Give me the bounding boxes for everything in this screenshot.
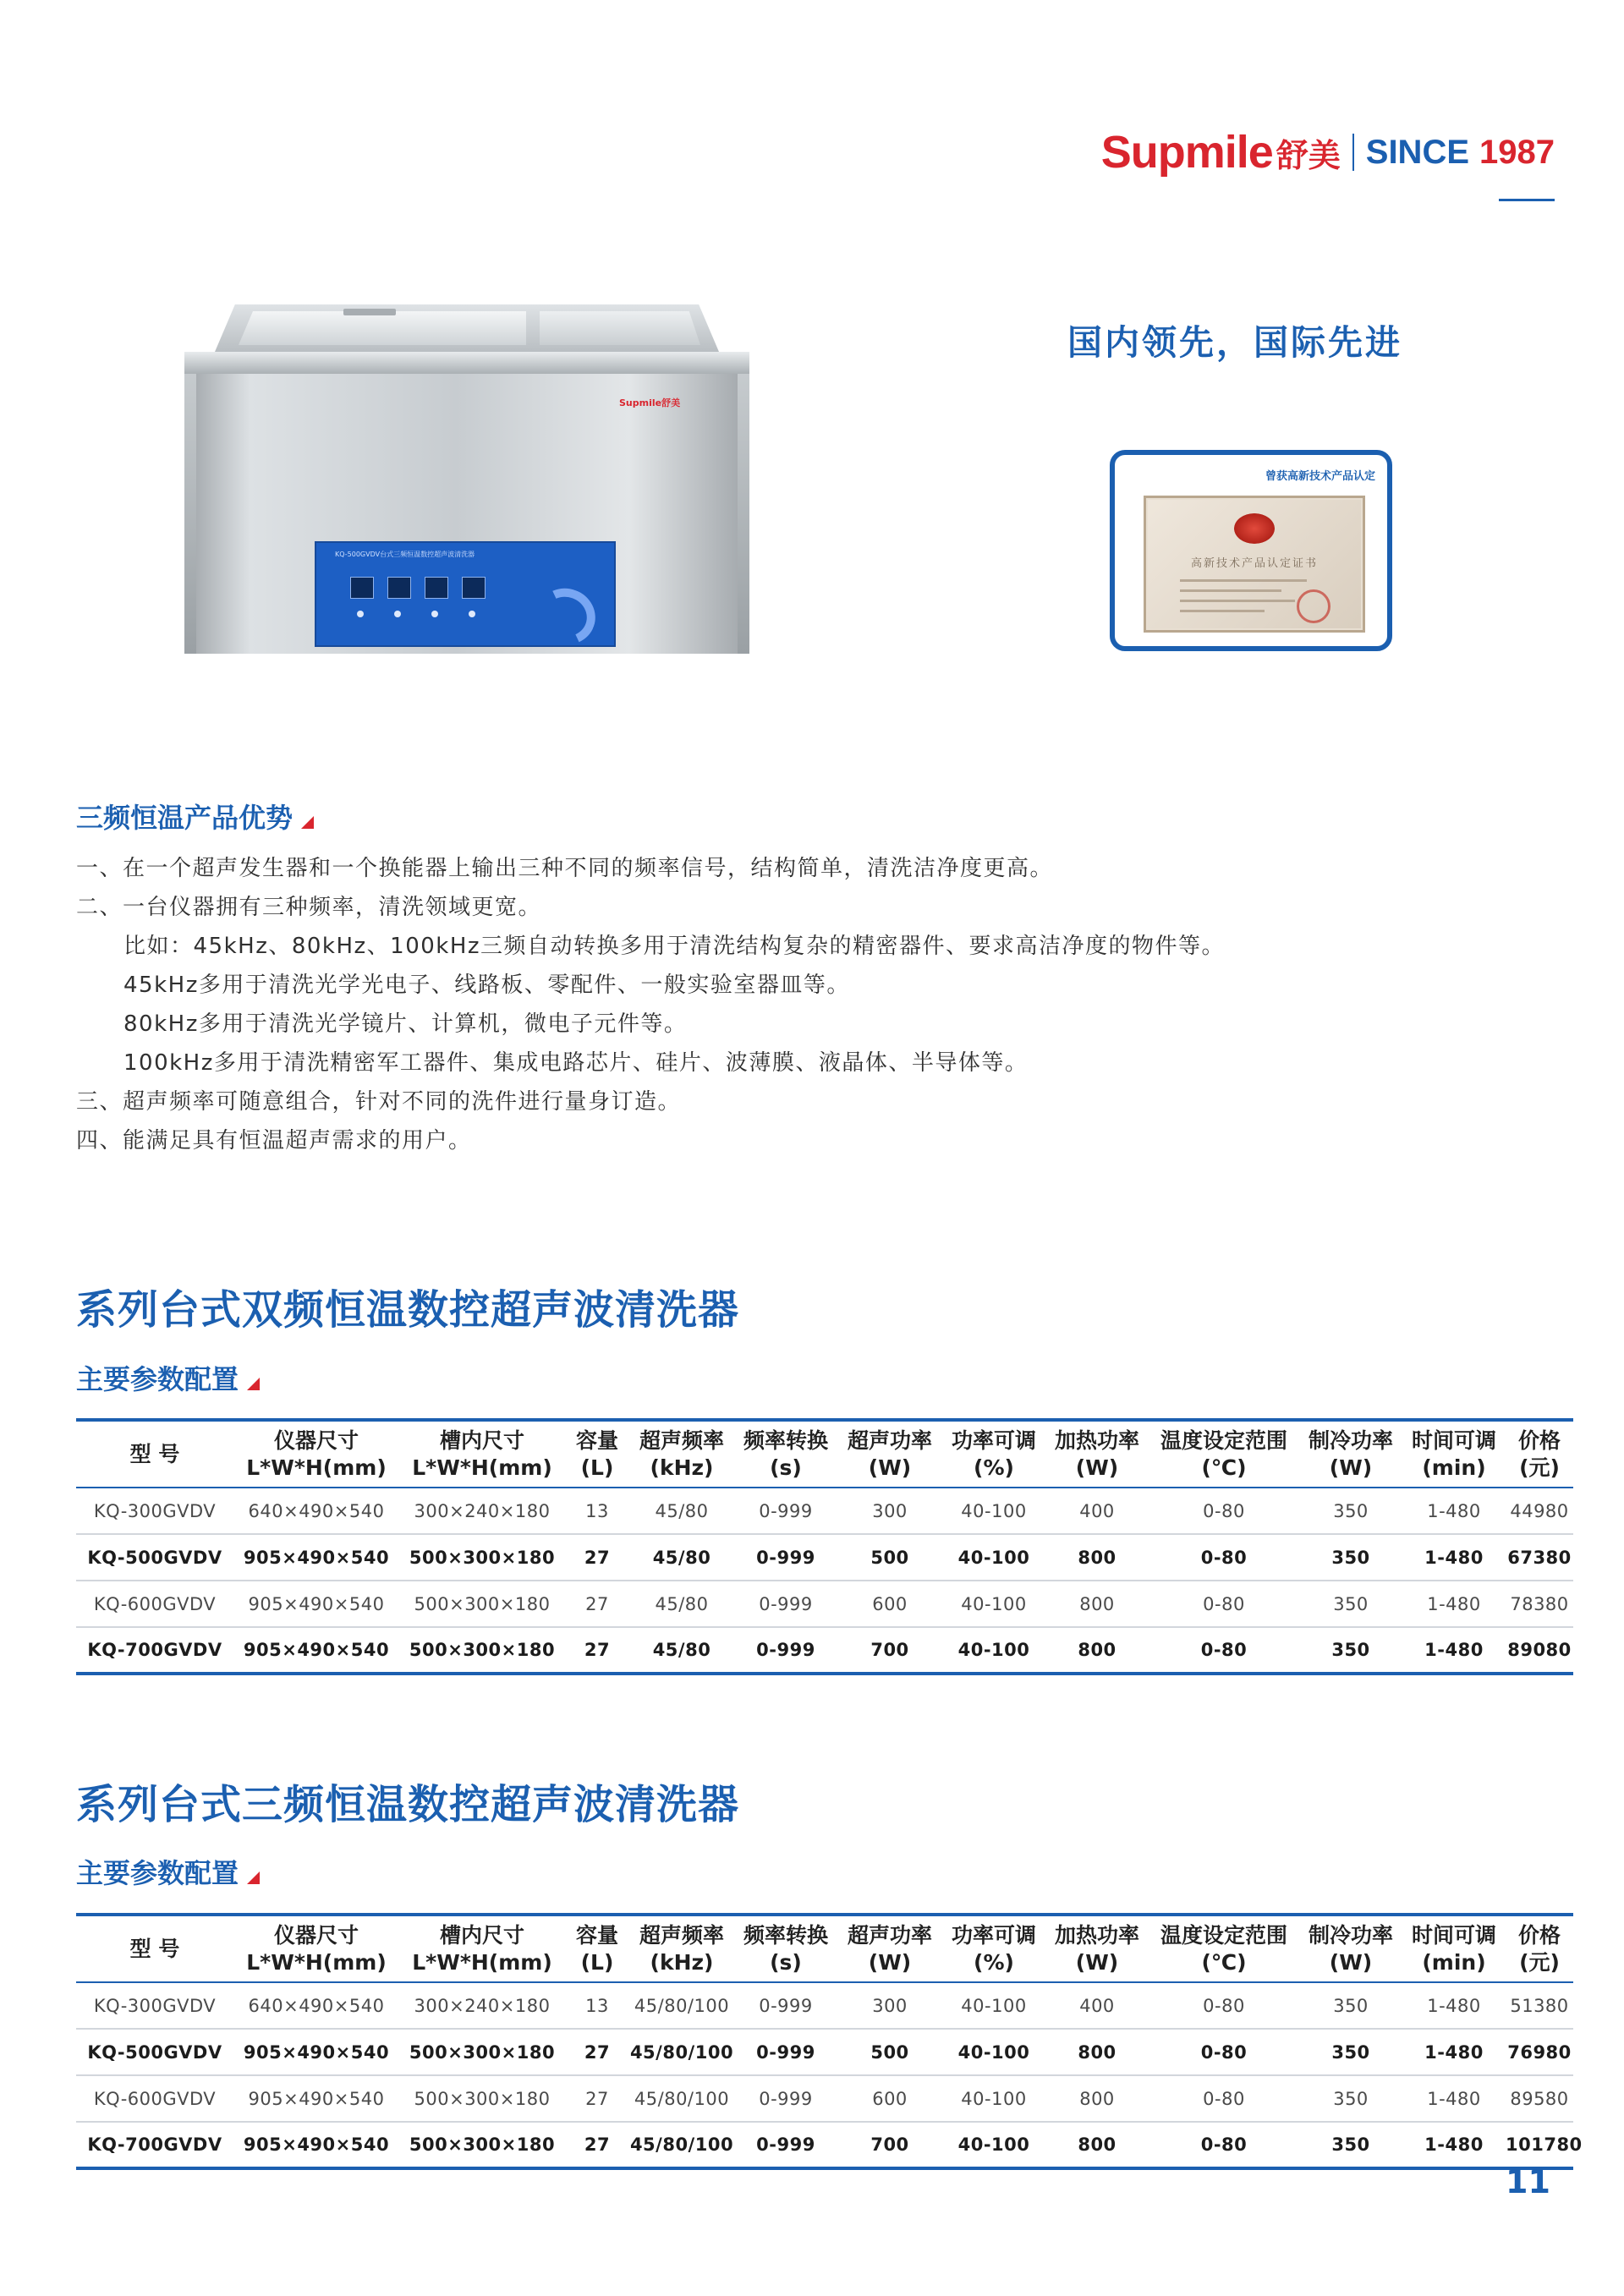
table-cell: 905×490×540 bbox=[233, 2029, 399, 2075]
table-cell: 350 bbox=[1299, 1627, 1402, 1674]
control-panel-label: KQ-500GVDV台式三频恒温数控超声波清洗器 bbox=[335, 551, 475, 558]
machine-handle bbox=[343, 309, 396, 315]
table-cell: 40-100 bbox=[942, 2029, 1045, 2075]
column-header-unit: (min) bbox=[1422, 1949, 1486, 1975]
table-cell: 800 bbox=[1045, 2075, 1149, 2122]
column-header-label: 型 号 bbox=[129, 1441, 180, 1466]
table-cell: 500×300×180 bbox=[399, 2029, 565, 2075]
table-cell: KQ-700GVDV bbox=[76, 1627, 233, 1674]
control-panel bbox=[315, 541, 616, 647]
advantage-line: 100kHz多用于清洗精密军工器件、集成电路芯片、硅片、波薄膜、液晶体、半导体等。 bbox=[123, 1050, 1029, 1076]
panel-button bbox=[394, 611, 401, 617]
triple-series-title: 系列台式三频恒温数控超声波清洗器 bbox=[76, 1781, 740, 1828]
column-header-label: 温度设定范围 bbox=[1160, 1427, 1287, 1453]
table-cell: 67380 bbox=[1506, 1534, 1573, 1581]
column-header-label: 容量 bbox=[575, 1427, 618, 1453]
column-header-unit: (元) bbox=[1519, 1949, 1560, 1975]
table-cell: 1-480 bbox=[1402, 2122, 1506, 2168]
table-cell: KQ-600GVDV bbox=[76, 1581, 233, 1627]
table-cell: 13 bbox=[565, 1488, 629, 1534]
table-cell: 350 bbox=[1299, 1534, 1402, 1581]
table-cell: 13 bbox=[565, 1982, 629, 2029]
table-cell: 101780 bbox=[1506, 2122, 1573, 2168]
table-row bbox=[76, 2029, 1573, 2075]
table-cell: 45/80/100 bbox=[629, 1982, 734, 2029]
column-header bbox=[1506, 1420, 1573, 1488]
table-cell: 300 bbox=[837, 1982, 942, 2029]
advantage-line: 80kHz多用于清洗光学镜片、计算机，微电子元件等。 bbox=[123, 1011, 688, 1037]
table-cell: 0-80 bbox=[1149, 2122, 1299, 2168]
column-header-label: 加热功率 bbox=[1054, 1922, 1139, 1948]
column-header bbox=[1149, 1420, 1299, 1488]
table-cell: 27 bbox=[565, 2029, 629, 2075]
triple-config-heading-text: 主要参数配置 bbox=[76, 1857, 239, 1889]
column-header-label: 温度设定范围 bbox=[1160, 1922, 1287, 1948]
certificate-paper bbox=[1144, 496, 1365, 633]
table-cell: 0-80 bbox=[1149, 1627, 1299, 1674]
brand-logo bbox=[1101, 127, 1555, 178]
table-cell: 500×300×180 bbox=[399, 1581, 565, 1627]
table-cell: KQ-700GVDV bbox=[76, 2122, 233, 2168]
table-cell: 600 bbox=[837, 1581, 942, 1627]
column-header-label: 容量 bbox=[575, 1922, 618, 1948]
dual-config-heading-text: 主要参数配置 bbox=[76, 1363, 239, 1395]
column-header-unit: (L) bbox=[580, 1949, 614, 1975]
table-body bbox=[76, 1982, 1583, 2168]
table-cell: 905×490×540 bbox=[233, 1581, 399, 1627]
table-cell: 27 bbox=[565, 1627, 629, 1674]
column-header-unit: (℃) bbox=[1201, 1949, 1247, 1975]
column-header-unit: L*W*H(mm) bbox=[412, 1949, 552, 1975]
table-cell: 500×300×180 bbox=[399, 2075, 565, 2122]
column-header bbox=[565, 1915, 629, 1982]
table-cell: 78380 bbox=[1506, 1581, 1573, 1627]
column-header-unit: (%) bbox=[974, 1455, 1014, 1480]
column-header bbox=[629, 1420, 734, 1488]
dual-series-title: 系列台式双频恒温数控超声波清洗器 bbox=[76, 1286, 740, 1334]
machine-lid-left bbox=[239, 311, 526, 345]
table-cell: 700 bbox=[837, 1627, 942, 1674]
dual-spec-table bbox=[76, 1418, 1573, 1675]
table-cell: 350 bbox=[1299, 1488, 1402, 1534]
brand-name-cn: 舒美 bbox=[1276, 136, 1341, 174]
column-header-label: 功率可调 bbox=[951, 1922, 1036, 1948]
advantages-list bbox=[76, 849, 1225, 1160]
panel-display bbox=[462, 577, 486, 599]
column-header bbox=[837, 1915, 942, 1982]
column-header bbox=[399, 1915, 565, 1982]
table-cell: 500 bbox=[837, 2029, 942, 2075]
table-cell: 45/80 bbox=[629, 1488, 734, 1534]
table-cell: 45/80 bbox=[629, 1581, 734, 1627]
table-cell: 89580 bbox=[1506, 2075, 1573, 2122]
table-cell: 350 bbox=[1299, 2029, 1402, 2075]
table-cell: 500 bbox=[837, 1534, 942, 1581]
table-cell: KQ-300GVDV bbox=[76, 1488, 233, 1534]
column-header-label: 时间可调 bbox=[1411, 1427, 1496, 1453]
certificate-caption: 曾获高新技术产品认定 bbox=[1265, 470, 1375, 483]
table-cell: 44980 bbox=[1506, 1488, 1573, 1534]
advantages-heading-text: 三频恒温产品优势 bbox=[76, 802, 294, 834]
triple-config-heading bbox=[76, 1852, 260, 1891]
table-row bbox=[76, 1982, 1573, 2029]
table-cell: KQ-500GVDV bbox=[76, 2029, 233, 2075]
column-header-label: 超声功率 bbox=[847, 1427, 932, 1453]
table-cell: 27 bbox=[565, 1534, 629, 1581]
column-header-label: 仪器尺寸 bbox=[273, 1427, 359, 1453]
table-cell: 300×240×180 bbox=[399, 1982, 565, 2029]
table-body bbox=[76, 1488, 1573, 1674]
table-cell: 0-80 bbox=[1149, 2075, 1299, 2122]
table-cell: KQ-300GVDV bbox=[76, 1982, 233, 2029]
table-cell: 350 bbox=[1299, 1581, 1402, 1627]
column-header-unit: (元) bbox=[1519, 1455, 1560, 1480]
triple-spec-table bbox=[76, 1913, 1583, 2170]
table-cell: 600 bbox=[837, 2075, 942, 2122]
table-cell: 27 bbox=[565, 1581, 629, 1627]
certificate-image bbox=[1110, 450, 1392, 651]
advantages-heading bbox=[76, 797, 314, 836]
page-number: 11 bbox=[1506, 2163, 1550, 2200]
table-cell: 905×490×540 bbox=[233, 1534, 399, 1581]
column-header-label: 超声频率 bbox=[639, 1922, 724, 1948]
table-cell: 0-80 bbox=[1149, 2029, 1299, 2075]
table-cell: 27 bbox=[565, 2122, 629, 2168]
triangle-marker-icon bbox=[247, 1871, 260, 1884]
column-header-unit: (W) bbox=[868, 1949, 912, 1975]
table-cell: 51380 bbox=[1506, 1982, 1573, 2029]
machine-logo: Supmile舒美 bbox=[619, 397, 681, 408]
column-header bbox=[1045, 1915, 1149, 1982]
column-header-unit: (s) bbox=[770, 1949, 802, 1975]
table-cell: 0-999 bbox=[734, 2029, 837, 2075]
column-header-unit: (s) bbox=[770, 1455, 802, 1480]
table-cell: 500×300×180 bbox=[399, 1534, 565, 1581]
table-cell: 45/80 bbox=[629, 1627, 734, 1674]
certificate-text-line bbox=[1180, 579, 1307, 582]
table-cell: 40-100 bbox=[942, 1488, 1045, 1534]
table-cell: 45/80/100 bbox=[629, 2029, 734, 2075]
table-cell: 40-100 bbox=[942, 1982, 1045, 2029]
table-cell: 40-100 bbox=[942, 2075, 1045, 2122]
column-header-label: 频率转换 bbox=[743, 1427, 828, 1453]
table-cell: 0-999 bbox=[734, 1627, 837, 1674]
column-header-unit: L*W*H(mm) bbox=[246, 1949, 387, 1975]
column-header-unit: (W) bbox=[868, 1455, 912, 1480]
table-cell: 0-999 bbox=[734, 2075, 837, 2122]
column-header-unit: L*W*H(mm) bbox=[412, 1455, 552, 1480]
brand-year: 1987 bbox=[1479, 133, 1555, 171]
table-cell: 800 bbox=[1045, 1581, 1149, 1627]
table-cell: 300×240×180 bbox=[399, 1488, 565, 1534]
table-cell: 640×490×540 bbox=[233, 1982, 399, 2029]
advantage-line: 三、超声频率可随意组合，针对不同的洗件进行量身订造。 bbox=[76, 1089, 682, 1115]
advantage-line: 比如：45kHz、80kHz、100kHz三频自动转换多用于清洗结构复杂的精密器件、要求高洁净度的物件等。 bbox=[123, 934, 1226, 959]
table-row bbox=[76, 2075, 1573, 2122]
panel-button bbox=[431, 611, 438, 617]
column-header bbox=[565, 1420, 629, 1488]
table-cell: 40-100 bbox=[942, 1581, 1045, 1627]
table-cell: 1-480 bbox=[1402, 1581, 1506, 1627]
column-header bbox=[1402, 1915, 1506, 1982]
table-row bbox=[76, 1534, 1573, 1581]
table-cell: 400 bbox=[1045, 1488, 1149, 1534]
panel-button bbox=[469, 611, 475, 617]
table-cell: 0-999 bbox=[734, 1534, 837, 1581]
table-row bbox=[76, 1581, 1573, 1627]
panel-display bbox=[387, 577, 411, 599]
column-header-label: 制冷功率 bbox=[1308, 1922, 1393, 1948]
table-cell: 640×490×540 bbox=[233, 1488, 399, 1534]
table-cell: 1-480 bbox=[1402, 2075, 1506, 2122]
column-header-unit: (W) bbox=[1329, 1455, 1373, 1480]
table-cell: 0-80 bbox=[1149, 1581, 1299, 1627]
column-header bbox=[233, 1915, 399, 1982]
column-header bbox=[233, 1420, 399, 1488]
column-header-unit: (kHz) bbox=[650, 1949, 714, 1975]
table-cell: 45/80/100 bbox=[629, 2122, 734, 2168]
panel-display bbox=[425, 577, 448, 599]
table-cell: 350 bbox=[1299, 1982, 1402, 2029]
table-cell: 27 bbox=[565, 2075, 629, 2122]
table-cell: 40-100 bbox=[942, 1627, 1045, 1674]
table-cell: 1-480 bbox=[1402, 1534, 1506, 1581]
table-cell: 0-999 bbox=[734, 2122, 837, 2168]
brand-since: SINCE bbox=[1365, 133, 1470, 171]
table-cell: 800 bbox=[1045, 1534, 1149, 1581]
column-header-label: 时间可调 bbox=[1411, 1922, 1496, 1948]
column-header bbox=[837, 1420, 942, 1488]
column-header-unit: (W) bbox=[1075, 1455, 1119, 1480]
column-header-unit: (L) bbox=[580, 1455, 614, 1480]
table-cell: 45/80 bbox=[629, 1534, 734, 1581]
table-cell: 1-480 bbox=[1402, 1627, 1506, 1674]
table-cell: 800 bbox=[1045, 1627, 1149, 1674]
table-row bbox=[76, 1627, 1573, 1674]
brand-name: Supmile bbox=[1100, 127, 1273, 178]
column-header-label: 超声功率 bbox=[847, 1922, 932, 1948]
certificate-text-line bbox=[1180, 600, 1295, 602]
machine-lid-right bbox=[540, 311, 700, 345]
table-cell: 76980 bbox=[1506, 2029, 1573, 2075]
column-header bbox=[76, 1915, 233, 1982]
column-header-label: 槽内尺寸 bbox=[439, 1922, 524, 1948]
table-cell: 40-100 bbox=[942, 2122, 1045, 2168]
advantage-line: 一、在一个超声发生器和一个换能器上输出三种不同的频率信号，结构简单，清洗洁净度更高。 bbox=[76, 856, 1054, 881]
column-header bbox=[734, 1420, 837, 1488]
column-header-label: 价格 bbox=[1517, 1922, 1561, 1948]
machine-rim bbox=[184, 352, 749, 374]
table-cell: 500×300×180 bbox=[399, 2122, 565, 2168]
table-cell: 905×490×540 bbox=[233, 1627, 399, 1674]
table-cell: 0-999 bbox=[734, 1488, 837, 1534]
header-rule bbox=[1499, 199, 1555, 201]
table-cell: KQ-600GVDV bbox=[76, 2075, 233, 2122]
slogan: 国内领先，国际先进 bbox=[1067, 322, 1402, 363]
header-row bbox=[76, 1915, 1573, 1982]
column-header-label: 型 号 bbox=[129, 1936, 180, 1961]
table-cell: 300 bbox=[837, 1488, 942, 1534]
column-header-unit: (℃) bbox=[1201, 1455, 1247, 1480]
column-header-label: 频率转换 bbox=[743, 1922, 828, 1948]
table-cell: 350 bbox=[1299, 2122, 1402, 2168]
certificate-text-line bbox=[1180, 610, 1265, 612]
table-cell: 350 bbox=[1299, 2075, 1402, 2122]
column-header-label: 制冷功率 bbox=[1308, 1427, 1393, 1453]
column-header bbox=[1506, 1915, 1573, 1982]
column-header bbox=[399, 1420, 565, 1488]
column-header bbox=[629, 1915, 734, 1982]
advantage-line: 二、一台仪器拥有三种频率，清洗领域更宽。 bbox=[76, 895, 542, 920]
column-header-label: 超声频率 bbox=[639, 1427, 724, 1453]
table-cell: 89080 bbox=[1506, 1627, 1573, 1674]
column-header-label: 功率可调 bbox=[951, 1427, 1036, 1453]
table-cell: 1-480 bbox=[1402, 1488, 1506, 1534]
column-header bbox=[76, 1420, 233, 1488]
header-row bbox=[76, 1420, 1573, 1488]
dual-config-heading bbox=[76, 1358, 260, 1397]
product-image bbox=[184, 304, 749, 654]
machine-edge-left bbox=[184, 374, 196, 654]
triangle-marker-icon bbox=[247, 1378, 260, 1390]
advantage-line: 45kHz多用于清洗光学光电子、线路板、零配件、一般实验室器皿等。 bbox=[123, 973, 850, 998]
column-header-unit: (min) bbox=[1422, 1455, 1486, 1480]
column-header bbox=[1045, 1420, 1149, 1488]
column-header bbox=[942, 1420, 1045, 1488]
certificate-heading: 高新技术产品认定证书 bbox=[1190, 557, 1318, 570]
column-header-unit: (W) bbox=[1329, 1949, 1373, 1975]
column-header-label: 仪器尺寸 bbox=[273, 1922, 359, 1948]
table-cell: 700 bbox=[837, 2122, 942, 2168]
table-cell: 0-80 bbox=[1149, 1534, 1299, 1581]
column-header-unit: (kHz) bbox=[650, 1455, 714, 1480]
column-header-unit: (W) bbox=[1075, 1949, 1119, 1975]
column-header-label: 加热功率 bbox=[1054, 1427, 1139, 1453]
panel-button bbox=[357, 611, 364, 617]
column-header-unit: (%) bbox=[974, 1949, 1014, 1975]
column-header-label: 价格 bbox=[1517, 1427, 1561, 1453]
table-cell: 40-100 bbox=[942, 1534, 1045, 1581]
table-cell: 0-80 bbox=[1149, 1488, 1299, 1534]
column-header-unit: L*W*H(mm) bbox=[246, 1455, 387, 1480]
advantage-line: 四、能满足具有恒温超声需求的用户。 bbox=[76, 1128, 472, 1153]
table-header bbox=[76, 1915, 1573, 1982]
table-row bbox=[76, 2122, 1573, 2168]
column-header bbox=[1299, 1420, 1402, 1488]
column-header bbox=[734, 1915, 837, 1982]
panel-display bbox=[350, 577, 374, 599]
table-row bbox=[76, 1488, 1573, 1534]
table-header bbox=[76, 1420, 1573, 1488]
table-cell: 45/80/100 bbox=[629, 2075, 734, 2122]
table-cell: 905×490×540 bbox=[233, 2122, 399, 2168]
table-cell: 0-999 bbox=[734, 1982, 837, 2029]
table-cell: 0-80 bbox=[1149, 1982, 1299, 2029]
table-cell: 400 bbox=[1045, 1982, 1149, 2029]
emblem-icon bbox=[1234, 513, 1275, 544]
column-header-label: 槽内尺寸 bbox=[439, 1427, 524, 1453]
machine-edge-right bbox=[738, 374, 749, 654]
column-header bbox=[1149, 1915, 1299, 1982]
table-cell: 500×300×180 bbox=[399, 1627, 565, 1674]
table-cell: 800 bbox=[1045, 2122, 1149, 2168]
triangle-marker-icon bbox=[301, 816, 314, 829]
table-cell: 1-480 bbox=[1402, 1982, 1506, 2029]
table-cell: 1-480 bbox=[1402, 2029, 1506, 2075]
panel-swoosh bbox=[529, 580, 603, 653]
column-header bbox=[1299, 1915, 1402, 1982]
certificate-text-line bbox=[1180, 589, 1281, 592]
column-header bbox=[942, 1915, 1045, 1982]
column-header bbox=[1402, 1420, 1506, 1488]
seal-icon bbox=[1297, 589, 1330, 623]
table-cell: 905×490×540 bbox=[233, 2075, 399, 2122]
table-cell: KQ-500GVDV bbox=[76, 1534, 233, 1581]
table-cell: 0-999 bbox=[734, 1581, 837, 1627]
table-cell: 800 bbox=[1045, 2029, 1149, 2075]
brand-divider bbox=[1352, 134, 1354, 171]
